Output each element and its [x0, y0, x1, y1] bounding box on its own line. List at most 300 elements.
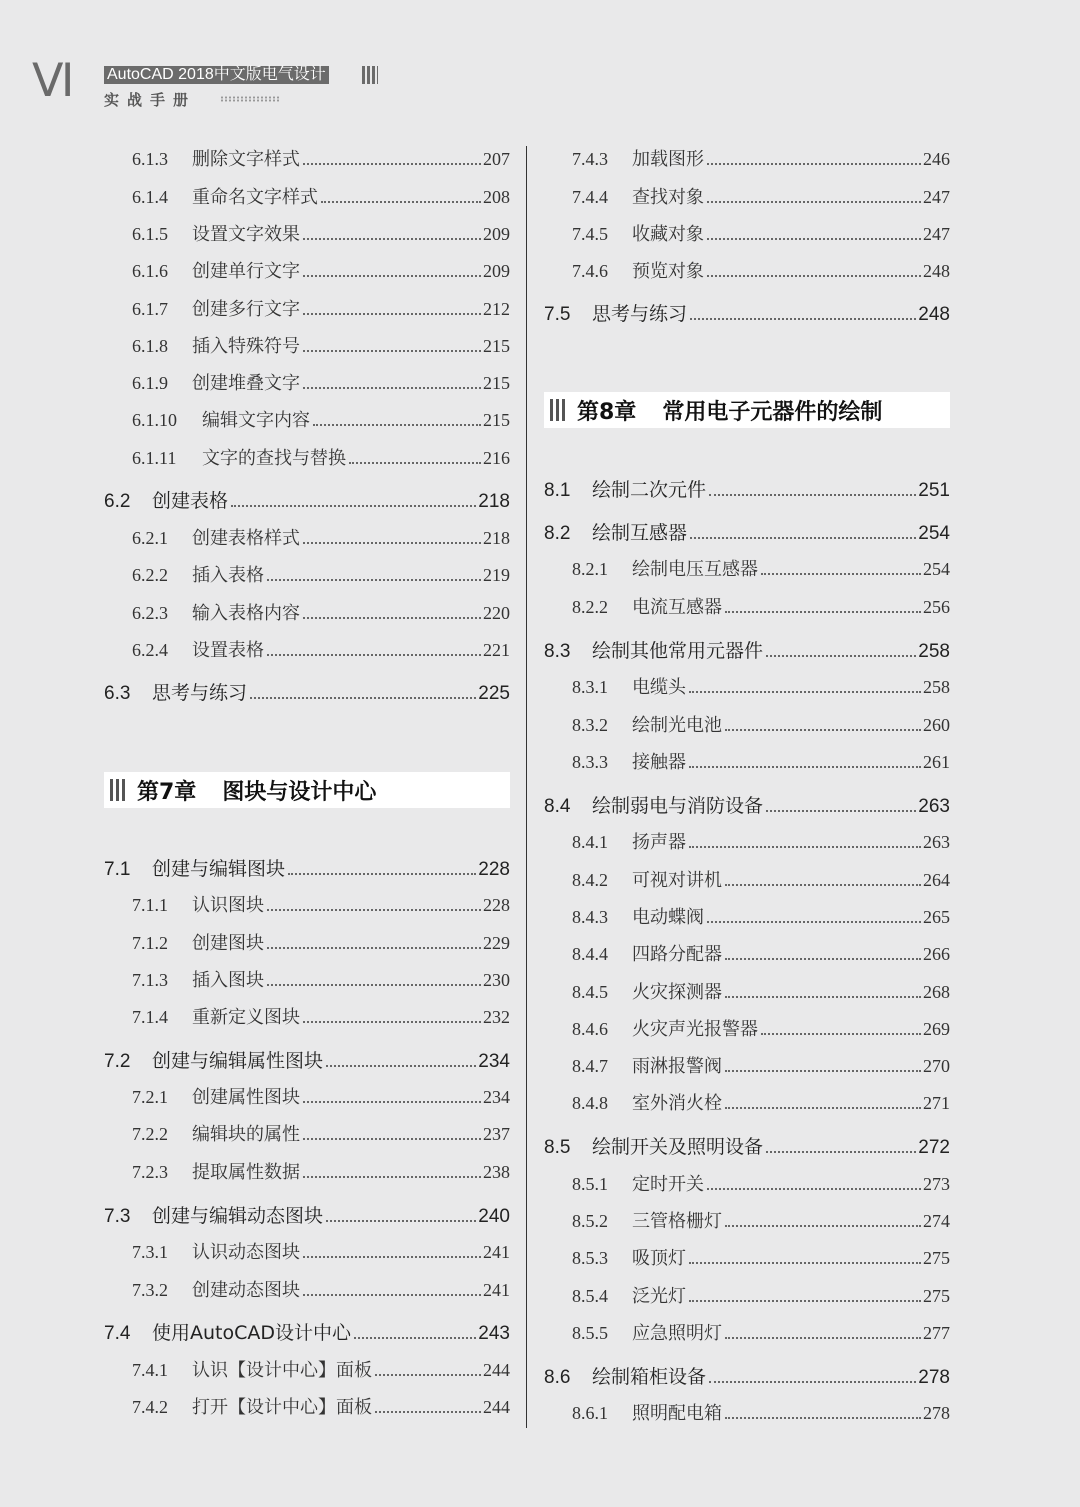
- toc-subsection-row[interactable]: [132, 444, 510, 470]
- toc-leader-dots: [707, 163, 921, 165]
- toc-section-row[interactable]: [104, 1046, 510, 1073]
- toc-leader-dots: [303, 1256, 481, 1258]
- toc-title: 删除文字样式: [192, 149, 300, 170]
- toc-page-number: 215: [483, 336, 510, 356]
- toc-page-number: 261: [923, 752, 950, 772]
- toc-subsection-row[interactable]: [132, 1083, 510, 1109]
- toc-page-number: 246: [923, 149, 950, 169]
- toc-leader-dots: [267, 984, 481, 986]
- toc-number: 8.4.2: [572, 870, 608, 890]
- toc-subsection-row[interactable]: [572, 828, 950, 854]
- toc-section-row[interactable]: [544, 791, 950, 818]
- toc-number: 6.1.8: [132, 336, 168, 356]
- toc-page-number: 228: [483, 895, 510, 915]
- toc-leader-dots: [707, 1188, 921, 1190]
- toc-leader-dots: [375, 1374, 481, 1376]
- toc-number: 6.2: [104, 491, 131, 512]
- toc-title: 创建表格: [152, 490, 229, 512]
- toc-page-number: 247: [923, 187, 950, 207]
- toc-title: 绘制光电池: [632, 715, 722, 736]
- toc-leader-dots: [689, 691, 921, 693]
- toc-title: 创建图块: [192, 933, 264, 954]
- toc-leader-dots: [303, 1138, 481, 1140]
- toc-page-number: 218: [483, 528, 510, 548]
- toc-leader-dots: [725, 958, 921, 960]
- toc-title: 三管格栅灯: [632, 1211, 722, 1232]
- toc-subsection-row[interactable]: [572, 1089, 950, 1115]
- toc-subsection-row[interactable]: [572, 593, 950, 619]
- toc-title: 加载图形: [632, 149, 704, 170]
- toc-subsection-row[interactable]: [132, 1276, 510, 1302]
- toc-title: 创建表格样式: [192, 528, 300, 549]
- toc-title: 定时开关: [632, 1174, 704, 1195]
- toc-title: 绘制弱电与消防设备: [592, 795, 764, 817]
- toc-leader-dots: [725, 1070, 921, 1072]
- toc-number: 7.3: [104, 1206, 131, 1227]
- toc-leader-dots: [303, 1294, 481, 1296]
- toc-leader-dots: [303, 313, 481, 315]
- toc-number: 7.4.1: [132, 1360, 168, 1380]
- toc-subsection-row[interactable]: [572, 1170, 950, 1196]
- toc-page-number: 264: [923, 870, 950, 890]
- toc-title: 插入图块: [192, 970, 264, 991]
- toc-number: 6.2.2: [132, 565, 168, 585]
- toc-leader-dots: [231, 505, 476, 507]
- toc-page-number: 237: [483, 1124, 510, 1144]
- toc-subsection-row[interactable]: [572, 220, 950, 246]
- toc-subsection-row[interactable]: [572, 1319, 950, 1345]
- toc-leader-dots: [725, 1107, 921, 1109]
- toc-title: 创建与编辑动态图块: [152, 1205, 324, 1227]
- toc-leader-dots: [303, 1101, 481, 1103]
- toc-leader-dots: [709, 1381, 916, 1383]
- toc-page-number: 228: [478, 859, 510, 880]
- chapter-bars-icon: [550, 399, 567, 421]
- toc-page-number: 209: [483, 224, 510, 244]
- toc-section-row[interactable]: [544, 636, 950, 663]
- toc-title: 打开【设计中心】面板: [192, 1397, 372, 1418]
- toc-page-number: 212: [483, 299, 510, 319]
- toc-number: 8.3.3: [572, 752, 608, 772]
- toc-number: 7.1: [104, 859, 131, 880]
- toc-title: 电动蝶阀: [632, 907, 704, 928]
- toc-title: 火灾声光报警器: [632, 1019, 758, 1040]
- toc-number: 8.2.2: [572, 597, 608, 617]
- toc-number: 6.2.1: [132, 528, 168, 548]
- toc-title: 插入特殊符号: [192, 336, 300, 357]
- toc-title: 绘制二次元件: [592, 479, 707, 501]
- toc-page-number: 254: [923, 559, 950, 579]
- toc-subsection-row[interactable]: [132, 332, 510, 358]
- toc-section-row[interactable]: [544, 518, 950, 545]
- toc-page-number: 216: [483, 448, 510, 468]
- toc-number: 8.4: [544, 796, 571, 817]
- toc-subsection-row[interactable]: [572, 940, 950, 966]
- toc-subsection-row[interactable]: [132, 1120, 510, 1146]
- toc-section-row[interactable]: [104, 1318, 510, 1345]
- toc-page-number: 230: [483, 970, 510, 990]
- toc-number: 8.5.1: [572, 1174, 608, 1194]
- toc-number: 7.2.3: [132, 1162, 168, 1182]
- chapter-number: 第7章: [137, 779, 197, 805]
- toc-title: 电缆头: [632, 677, 686, 698]
- toc-page-number: 241: [483, 1242, 510, 1262]
- book-subtitle: 实战手册: [104, 91, 197, 109]
- toc-section-row[interactable]: [104, 486, 510, 513]
- toc-leader-dots: [761, 573, 921, 575]
- toc-number: 8.4.6: [572, 1019, 608, 1039]
- toc-page-number: 258: [923, 677, 950, 697]
- toc-subsection-row[interactable]: [572, 978, 950, 1004]
- toc-leader-dots: [689, 1300, 921, 1302]
- toc-leader-dots: [725, 884, 921, 886]
- toc-title: 使用AutoCAD设计中心: [152, 1322, 352, 1344]
- toc-title: 电流互感器: [632, 597, 722, 618]
- toc-number: 8.5.3: [572, 1248, 608, 1268]
- toc-page-number: 240: [478, 1206, 510, 1227]
- toc-page-number: 238: [483, 1162, 510, 1182]
- toc-subsection-row[interactable]: [132, 183, 510, 209]
- toc-number: 7.3.1: [132, 1242, 168, 1262]
- toc-page-number: 208: [483, 187, 510, 207]
- toc-subsection-row[interactable]: [572, 748, 950, 774]
- toc-subsection-row[interactable]: [572, 1399, 950, 1425]
- toc-title: 创建与编辑属性图块: [152, 1050, 324, 1072]
- toc-number: 7.2.1: [132, 1087, 168, 1107]
- toc-number: 7.3.2: [132, 1280, 168, 1300]
- toc-section-row[interactable]: [544, 1132, 950, 1159]
- toc-page-number: 229: [483, 933, 510, 953]
- toc-title: 查找对象: [632, 187, 704, 208]
- toc-leader-dots: [725, 729, 921, 731]
- toc-section-row[interactable]: [544, 475, 950, 502]
- toc-page-number: 232: [483, 1007, 510, 1027]
- toc-number: 7.4: [104, 1323, 131, 1344]
- toc-leader-dots: [313, 424, 481, 426]
- toc-subsection-row[interactable]: [132, 220, 510, 246]
- toc-number: 7.4.6: [572, 261, 608, 281]
- toc-number: 8.3.2: [572, 715, 608, 735]
- toc-leader-dots: [326, 1220, 476, 1222]
- toc-leader-dots: [303, 542, 481, 544]
- toc-title: 创建单行文字: [192, 261, 300, 282]
- toc-page-number: 248: [923, 261, 950, 281]
- book-title: AutoCAD 2018中文版电气设计: [104, 66, 329, 84]
- toc-leader-dots: [375, 1411, 481, 1413]
- toc-leader-dots: [690, 537, 916, 539]
- toc-page-number: 244: [483, 1397, 510, 1417]
- toc-subsection-row[interactable]: [572, 1015, 950, 1041]
- toc-section-row[interactable]: [104, 854, 510, 881]
- toc-page-number: 271: [923, 1093, 950, 1113]
- toc-page-number: 266: [923, 944, 950, 964]
- toc-title: 绘制其他常用元器件: [592, 640, 764, 662]
- toc-leader-dots: [303, 163, 481, 165]
- toc-leader-dots: [303, 617, 481, 619]
- toc-number: 7.1.1: [132, 895, 168, 915]
- toc-number: 7.1.2: [132, 933, 168, 953]
- toc-subsection-row[interactable]: [572, 903, 950, 929]
- toc-title: 绘制开关及照明设备: [592, 1136, 764, 1158]
- toc-subsection-row[interactable]: [572, 1282, 950, 1308]
- toc-number: 6.3: [104, 683, 131, 704]
- chapter-title: 常用电子元器件的绘制: [662, 399, 883, 425]
- toc-number: 8.5.5: [572, 1323, 608, 1343]
- toc-page-number: 273: [923, 1174, 950, 1194]
- toc-section-row[interactable]: [104, 1201, 510, 1228]
- toc-page-number: 270: [923, 1056, 950, 1076]
- toc-section-row[interactable]: [544, 1362, 950, 1389]
- toc-title: 创建动态图块: [192, 1280, 300, 1301]
- toc-subsection-row[interactable]: [132, 257, 510, 283]
- toc-page-number: 277: [923, 1323, 950, 1343]
- toc-page-number: 274: [923, 1211, 950, 1231]
- toc-number: 7.1.4: [132, 1007, 168, 1027]
- title-bars-decoration: [362, 66, 378, 84]
- toc-subsection-row[interactable]: [132, 524, 510, 550]
- toc-page-number: 247: [923, 224, 950, 244]
- toc-number: 8.2.1: [572, 559, 608, 579]
- toc-leader-dots: [267, 579, 481, 581]
- toc-page-number: 225: [478, 683, 510, 704]
- toc-page-number: 215: [483, 373, 510, 393]
- toc-page-number: 218: [478, 491, 510, 512]
- toc-title: 创建与编辑图块: [152, 858, 286, 880]
- toc-leader-dots: [725, 1337, 921, 1339]
- toc-subsection-row[interactable]: [132, 1356, 510, 1382]
- toc-number: 6.2.4: [132, 640, 168, 660]
- toc-subsection-row[interactable]: [572, 257, 950, 283]
- toc-title: 雨淋报警阀: [632, 1056, 722, 1077]
- toc-title: 应急照明灯: [632, 1323, 722, 1344]
- toc-page-number: 275: [923, 1248, 950, 1268]
- toc-subsection-row[interactable]: [132, 891, 510, 917]
- toc-number: 6.1.9: [132, 373, 168, 393]
- toc-subsection-row[interactable]: [132, 295, 510, 321]
- toc-leader-dots: [766, 810, 916, 812]
- toc-subsection-row[interactable]: [132, 1393, 510, 1419]
- toc-page-number: 256: [923, 597, 950, 617]
- toc-subsection-row[interactable]: [132, 406, 510, 432]
- toc-number: 7.2.2: [132, 1124, 168, 1144]
- toc-title: 思考与练习: [592, 303, 688, 325]
- toc-section-row[interactable]: [104, 678, 510, 705]
- toc-title: 创建属性图块: [192, 1087, 300, 1108]
- toc-number: 8.6.1: [572, 1403, 608, 1423]
- toc-leader-dots: [766, 655, 916, 657]
- toc-subsection-row[interactable]: [572, 183, 950, 209]
- toc-leader-dots: [326, 1065, 476, 1067]
- toc-title: 编辑文字内容: [202, 410, 310, 431]
- toc-leader-dots: [725, 611, 921, 613]
- toc-number: 8.5.2: [572, 1211, 608, 1231]
- toc-subsection-row[interactable]: [132, 145, 510, 171]
- toc-page-number: 278: [918, 1367, 950, 1388]
- toc-leader-dots: [267, 909, 481, 911]
- toc-leader-dots: [725, 996, 921, 998]
- chapter-title: 图块与设计中心: [222, 779, 377, 805]
- toc-subsection-row[interactable]: [572, 1244, 950, 1270]
- toc-leader-dots: [766, 1151, 916, 1153]
- toc-number: 6.1.11: [132, 448, 177, 468]
- toc-leader-dots: [689, 1262, 921, 1264]
- toc-title: 四路分配器: [632, 944, 722, 965]
- toc-title: 预览对象: [632, 261, 704, 282]
- toc-subsection-row[interactable]: [132, 599, 510, 625]
- toc-page-number: 207: [483, 149, 510, 169]
- toc-page-number: 220: [483, 603, 510, 623]
- toc-title: 插入表格: [192, 565, 264, 586]
- toc-title: 火灾探测器: [632, 982, 722, 1003]
- toc-page-number: 263: [923, 832, 950, 852]
- toc-number: 8.3: [544, 641, 571, 662]
- toc-leader-dots: [349, 462, 481, 464]
- toc-number: 8.3.1: [572, 677, 608, 697]
- toc-subsection-row[interactable]: [132, 369, 510, 395]
- toc-section-row[interactable]: [544, 299, 950, 326]
- toc-number: 6.1.7: [132, 299, 168, 319]
- chapter-heading: [544, 392, 950, 428]
- toc-title: 重新定义图块: [192, 1007, 300, 1028]
- toc-number: 6.2.3: [132, 603, 168, 623]
- toc-page-number: 234: [478, 1051, 510, 1072]
- toc-page-number: 263: [918, 796, 950, 817]
- page-number: Ⅵ: [32, 55, 73, 106]
- toc-subsection-row[interactable]: [132, 929, 510, 955]
- toc-page-number: 275: [923, 1286, 950, 1306]
- toc-number: 6.1.5: [132, 224, 168, 244]
- toc-number: 6.1.10: [132, 410, 177, 430]
- toc-number: 8.4.1: [572, 832, 608, 852]
- toc-title: 提取属性数据: [192, 1162, 300, 1183]
- toc-title: 绘制箱柜设备: [592, 1366, 707, 1388]
- toc-leader-dots: [303, 350, 481, 352]
- toc-number: 6.1.3: [132, 149, 168, 169]
- toc-page-number: 243: [478, 1323, 510, 1344]
- toc-page-number: 234: [483, 1087, 510, 1107]
- toc-number: 8.5: [544, 1137, 571, 1158]
- chapter-heading: [104, 772, 510, 808]
- toc-subsection-row[interactable]: [132, 966, 510, 992]
- toc-leader-dots: [689, 846, 921, 848]
- toc-title: 创建多行文字: [192, 299, 300, 320]
- toc-page-number: 278: [923, 1403, 950, 1423]
- toc-title: 照明配电箱: [632, 1403, 722, 1424]
- toc-page-number: 248: [918, 304, 950, 325]
- toc-title: 设置文字效果: [192, 224, 300, 245]
- toc-page-number: 260: [923, 715, 950, 735]
- toc-subsection-row[interactable]: [572, 866, 950, 892]
- toc-number: 8.4.4: [572, 944, 608, 964]
- toc-leader-dots: [267, 654, 481, 656]
- toc-leader-dots: [303, 238, 481, 240]
- toc-page-number: 251: [918, 480, 950, 501]
- toc-number: 8.2: [544, 523, 571, 544]
- toc-leader-dots: [707, 921, 921, 923]
- toc-number: 7.4.4: [572, 187, 608, 207]
- toc-title: 设置表格: [192, 640, 264, 661]
- toc-page-number: 209: [483, 261, 510, 281]
- toc-leader-dots: [707, 238, 921, 240]
- toc-title: 重命名文字样式: [192, 187, 318, 208]
- column-divider: [526, 146, 527, 1428]
- toc-title: 吸顶灯: [632, 1248, 686, 1269]
- toc-subsection-row[interactable]: [572, 711, 950, 737]
- toc-number: 7.4.2: [132, 1397, 168, 1417]
- toc-page-number: 254: [918, 523, 950, 544]
- toc-subsection-row[interactable]: [572, 1207, 950, 1233]
- toc-leader-dots: [725, 1225, 921, 1227]
- toc-page-number: 269: [923, 1019, 950, 1039]
- chapter-bars-icon: [110, 779, 127, 801]
- toc-number: 7.1.3: [132, 970, 168, 990]
- toc-title: 认识【设计中心】面板: [192, 1360, 372, 1381]
- subtitle-dots-decoration: [220, 96, 280, 102]
- toc-page-number: 265: [923, 907, 950, 927]
- toc-number: 8.4.8: [572, 1093, 608, 1113]
- toc-subsection-row[interactable]: [132, 636, 510, 662]
- toc-page-number: 244: [483, 1360, 510, 1380]
- toc-number: 8.6: [544, 1367, 571, 1388]
- toc-leader-dots: [303, 275, 481, 277]
- toc-title: 绘制电压互感器: [632, 559, 758, 580]
- toc-leader-dots: [354, 1337, 476, 1339]
- toc-leader-dots: [725, 1417, 921, 1419]
- chapter-number: 第8章: [577, 399, 637, 425]
- toc-leader-dots: [321, 201, 481, 203]
- toc-page-number: 268: [923, 982, 950, 1002]
- toc-leader-dots: [288, 873, 476, 875]
- toc-number: 6.1.4: [132, 187, 168, 207]
- toc-title: 泛光灯: [632, 1286, 686, 1307]
- toc-page-number: 219: [483, 565, 510, 585]
- toc-subsection-row[interactable]: [132, 1003, 510, 1029]
- toc-number: 8.4.7: [572, 1056, 608, 1076]
- toc-number: 7.2: [104, 1051, 131, 1072]
- toc-leader-dots: [690, 318, 916, 320]
- toc-leader-dots: [761, 1033, 921, 1035]
- toc-title: 认识图块: [192, 895, 264, 916]
- toc-leader-dots: [689, 766, 921, 768]
- toc-subsection-row[interactable]: [572, 673, 950, 699]
- toc-title: 接触器: [632, 752, 686, 773]
- toc-title: 认识动态图块: [192, 1242, 300, 1263]
- toc-leader-dots: [250, 697, 476, 699]
- toc-number: 6.1.6: [132, 261, 168, 281]
- toc-subsection-row[interactable]: [132, 561, 510, 587]
- toc-number: 7.4.5: [572, 224, 608, 244]
- toc-subsection-row[interactable]: [132, 1238, 510, 1264]
- toc-page-number: 215: [483, 410, 510, 430]
- toc-title: 室外消火栓: [632, 1093, 722, 1114]
- toc-title: 文字的查找与替换: [202, 448, 346, 469]
- toc-leader-dots: [303, 387, 481, 389]
- toc-number: 7.4.3: [572, 149, 608, 169]
- toc-page-number: 272: [918, 1137, 950, 1158]
- toc-subsection-row[interactable]: [572, 1052, 950, 1078]
- toc-title: 输入表格内容: [192, 603, 300, 624]
- toc-leader-dots: [707, 201, 921, 203]
- toc-page-number: 241: [483, 1280, 510, 1300]
- toc-page-number: 258: [918, 641, 950, 662]
- toc-subsection-row[interactable]: [572, 145, 950, 171]
- toc-title: 扬声器: [632, 832, 686, 853]
- toc-title: 创建堆叠文字: [192, 373, 300, 394]
- toc-number: 7.5: [544, 304, 571, 325]
- toc-subsection-row[interactable]: [132, 1158, 510, 1184]
- toc-subsection-row[interactable]: [572, 555, 950, 581]
- toc-number: 8.5.4: [572, 1286, 608, 1306]
